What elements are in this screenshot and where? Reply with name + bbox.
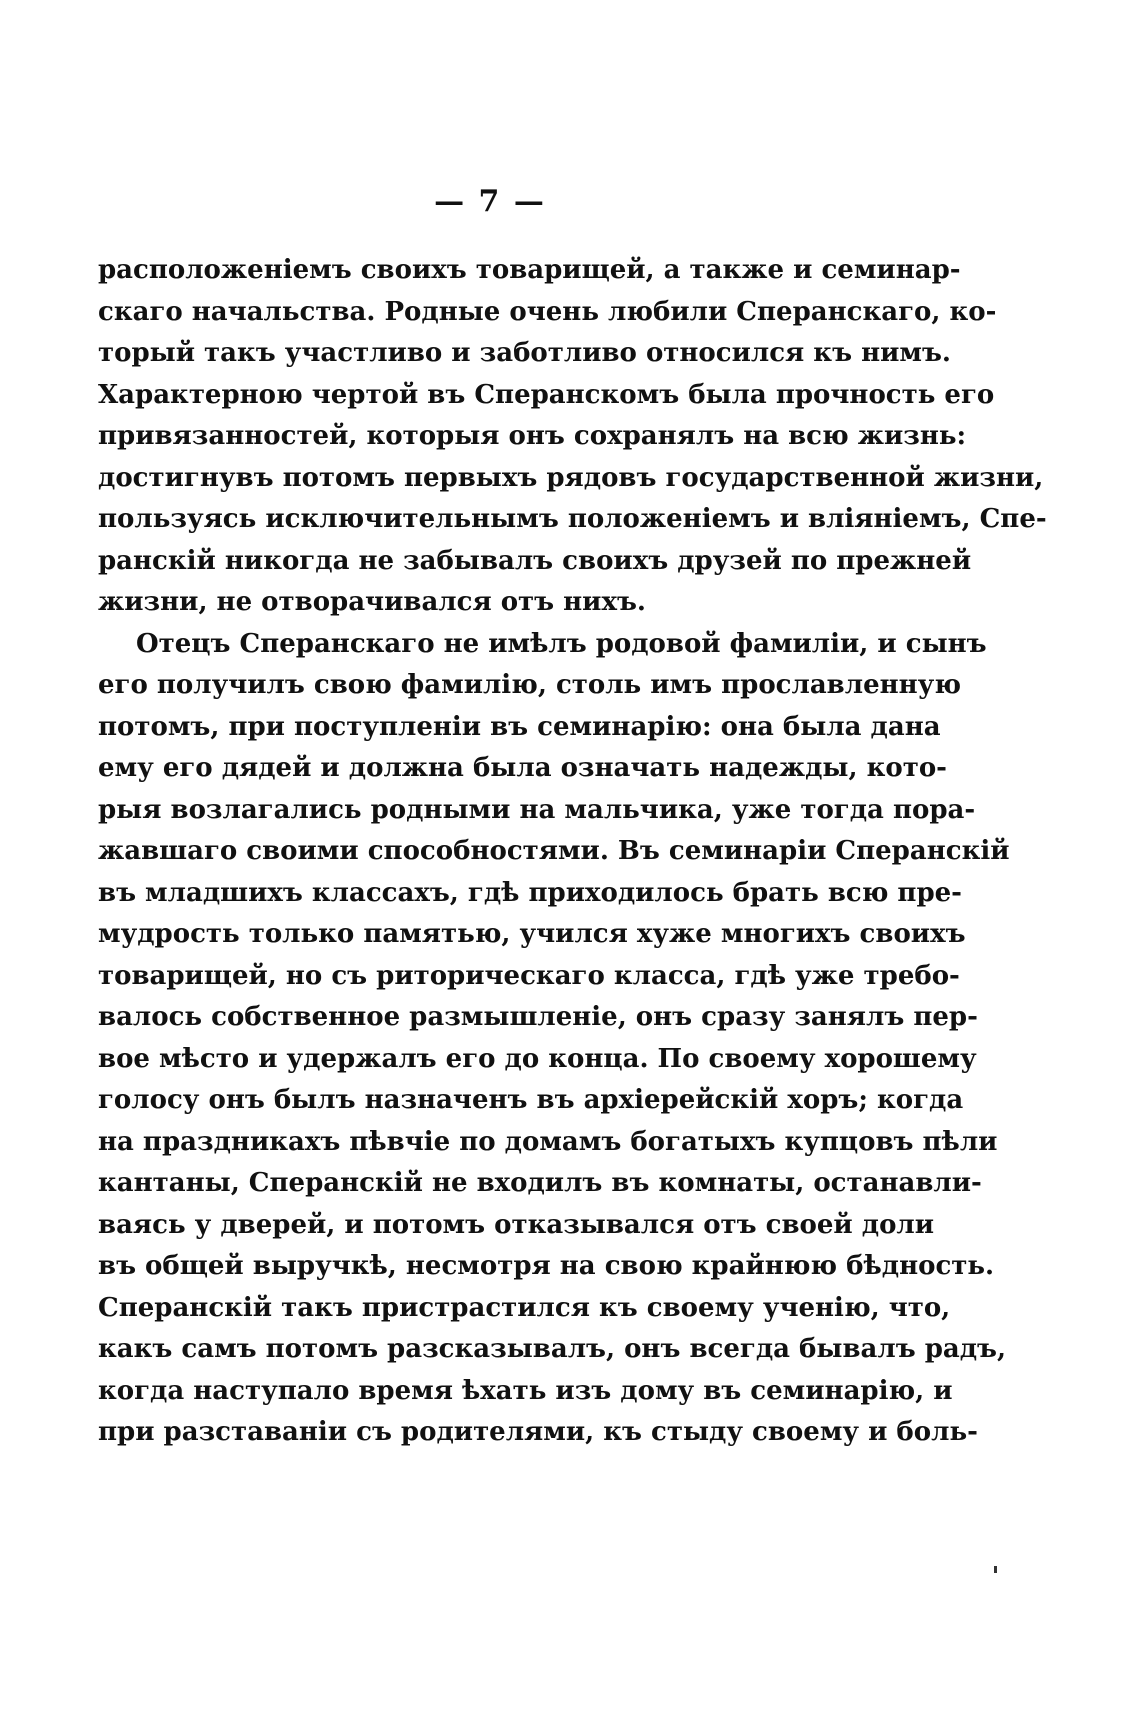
text-line: потомъ, при поступленiи въ семинарiю: она была дана <box>98 711 941 742</box>
text-line: товарищей, но съ риторическаго класса, гдѣ уже требо- <box>98 960 960 991</box>
text-line: жавшаго своими способностями. Въ семинарiи Сперанскiй <box>98 836 1010 866</box>
text-line: пользуясь исключительнымъ положенiемъ и влiянiемъ, Спе- <box>98 504 1047 534</box>
text-line: вое мѣсто и удержалъ его до конца. По своему хорошему <box>98 1043 977 1074</box>
text-line: его получилъ свою фамилiю, столь имъ прославленную <box>98 670 961 700</box>
text-line: привязанностей, которыя онъ сохранялъ на всю жизнь: <box>98 421 967 451</box>
text-line: Сперанскiй такъ пристрастился къ своему ученiю, что, <box>98 1292 951 1323</box>
text-line: когда наступало время ѣхать изъ дому въ семинарiю, и <box>98 1375 953 1406</box>
text-line: торый такъ участливо и заботливо относился къ нимъ. <box>98 338 951 368</box>
text-line: кантаны, Сперанскiй не входилъ въ комнаты, останавли- <box>98 1168 982 1198</box>
body-text <box>98 250 1047 1454</box>
text-line: ваясь у дверей, и потомъ отказывался отъ своей доли <box>98 1209 935 1240</box>
paragraph-start-line: Отецъ Сперанскаго не имѣлъ родовой фамилiи, и сынъ <box>136 628 987 659</box>
text-line: въ младшихъ классахъ, гдѣ приходилось брать всю пре- <box>98 877 962 908</box>
text-line: какъ самъ потомъ разсказывалъ, онъ всегда бывалъ радъ, <box>98 1334 1007 1364</box>
text-line: скаго начальства. Родные очень любили Сперанскаго, ко- <box>98 296 997 327</box>
paragraph-end-line: жизни, не отворачивался отъ нихъ. <box>98 587 646 617</box>
text-line: валось собственное размышленiе, онъ сразу занялъ пер- <box>98 1002 978 1032</box>
text-line: расположенiемъ своихъ товарищей, а также и семинар- <box>98 255 961 285</box>
text-line: въ общей выручкѣ, несмотря на свою крайнюю бѣдность. <box>98 1251 995 1281</box>
text-line: ему его дядей и должна была означать надежды, кото- <box>98 753 947 783</box>
text-line: Характерною чертой въ Сперанскомъ была прочность его <box>98 379 995 410</box>
text-line: при разставанiи съ родителями, къ стыду своему и боль- <box>98 1417 978 1447</box>
page-number: — 7 — <box>434 184 546 219</box>
text-line: достигнувъ потомъ первыхъ рядовъ государственной жизни, <box>98 462 1044 493</box>
text-line: рыя возлагались родными на мальчика, уже тогда пора- <box>98 794 976 825</box>
text-line: мудрость только памятью, учился хуже многихъ своихъ <box>98 919 966 949</box>
text-line: на праздникахъ пѣвчiе по домамъ богатыхъ купцовъ пѣли <box>98 1126 998 1157</box>
scan-speck <box>994 1566 997 1573</box>
text-line: ранскiй никогда не забывалъ своихъ друзей по прежней <box>98 545 972 576</box>
text-line: голосу онъ былъ назначенъ въ архiерейскiй хоръ; когда <box>98 1085 964 1115</box>
